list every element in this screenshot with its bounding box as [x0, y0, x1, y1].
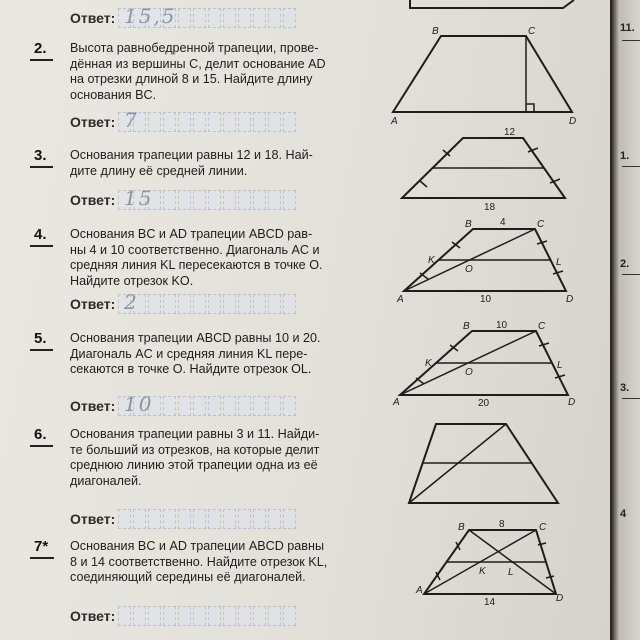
vertex-label: B [432, 26, 439, 37]
vertex-label: A [393, 397, 400, 408]
figure-trapezoid-diagonal [392, 320, 575, 409]
vertex-label: L [557, 360, 563, 371]
vertex-label: B [465, 219, 472, 230]
handwritten-answer: 10 [124, 392, 154, 416]
base-length-label: 14 [484, 597, 496, 608]
vertex-label: L [556, 257, 562, 268]
base-length-label: 12 [504, 127, 516, 138]
problem-line: среднюю линию этой трапеции одна из её [70, 458, 318, 472]
base-length-label: 20 [478, 398, 490, 409]
vertex-label: O [465, 367, 473, 378]
vertex-label: D [556, 593, 564, 604]
base-length-label: 4 [500, 217, 506, 228]
vertex-label: C [537, 219, 545, 230]
vertex-label: A [416, 585, 423, 596]
vertex-label: O [465, 264, 473, 275]
problem-line: те больший из отрезков, на которые делит [70, 442, 320, 457]
margin-underline [622, 274, 640, 275]
margin-underline [622, 166, 640, 167]
handwritten-answer: 2 [124, 290, 139, 314]
problem-line: средняя линия KL пересекаются в точке O. [70, 258, 323, 272]
answer-label: Ответ: [70, 10, 116, 26]
vertex-label: K [425, 358, 432, 369]
problem-line: Основания трапеции ABCD равны 10 и 20. [70, 331, 321, 345]
problem-line: 8 и 14 соответственно. Найдите отрезок KL, [70, 554, 328, 569]
problem-line: Основания трапеции равны 12 и 18. Най- [70, 148, 313, 162]
vertex-label: B [458, 522, 465, 533]
problem-line: соединяющий середины её диагоналей. [70, 570, 306, 584]
vertex-label: K [428, 255, 435, 266]
answer-label: Ответ: [70, 608, 116, 624]
problem-line: Высота равнобедренной трапеции, прове- [70, 41, 319, 55]
answer-label: Ответ: [70, 192, 116, 208]
problem-number: 2. [34, 40, 47, 57]
problem-line: Диагональ AC и средняя линия KL пере- [70, 346, 308, 361]
base-length-label: 10 [496, 320, 508, 331]
answer-label: Ответ: [70, 114, 116, 130]
answer-label: Ответ: [70, 296, 116, 312]
margin-number: 2. [620, 258, 630, 270]
margin-number: 4 [620, 508, 627, 520]
vertex-label: D [566, 294, 574, 305]
vertex-label: C [539, 522, 547, 533]
problem-line: на отрезки длиной 8 и 15. Найдите длину [70, 72, 313, 86]
handwritten-answer: 15,5 [124, 4, 177, 28]
problem-line: Основания трапеции равны 3 и 11. Найди- [70, 427, 320, 441]
problem-line: секаются в точке O. Найдите отрезок OL. [70, 362, 312, 376]
problem-number: 5. [34, 330, 47, 347]
handwritten-answer: 7 [124, 108, 139, 132]
handwritten-answer: 15 [124, 186, 154, 210]
margin-underline [622, 40, 640, 41]
problem-line: ны 4 и 10 соответственно. Диагональ AC и [70, 242, 320, 257]
figure-trapezoid-diagonal [396, 217, 573, 305]
problem-number: 6. [34, 426, 47, 443]
problem-number: 7* [34, 538, 49, 555]
base-length-label: 10 [480, 294, 492, 305]
problem-line: диагоналей. [70, 473, 142, 488]
adjacent-page-edge [612, 0, 640, 640]
vertex-label: D [569, 116, 577, 127]
problem-line: Найдите отрезок KO. [70, 273, 194, 288]
problem-line: дённая из вершины C, делит основание AD [70, 56, 326, 71]
problem-line: дите длину её средней линии. [70, 163, 248, 178]
margin-number: 11. [620, 22, 635, 34]
figure-isosceles-trapezoid [390, 26, 576, 127]
vertex-label: D [568, 397, 576, 408]
vertex-label: A [391, 116, 398, 127]
vertex-label: L [508, 567, 514, 578]
margin-underline [622, 398, 640, 399]
figure-trapezoid-midline-diagonal [409, 424, 558, 503]
problem-line: основания BC. [70, 87, 157, 102]
figure-trapezoid-diagonal-midpoints [415, 519, 563, 608]
vertex-label: C [538, 321, 546, 332]
base-length-label: 8 [499, 519, 505, 530]
vertex-label: A [397, 294, 404, 305]
problem-number: 4. [34, 226, 47, 243]
vertex-label: B [463, 321, 470, 332]
problem-line: Основания BC и AD трапеции ABCD равны [70, 539, 325, 553]
margin-number: 1. [620, 150, 630, 162]
vertex-label: C [528, 26, 536, 37]
figure-trapezoid-midline [402, 127, 565, 213]
answer-label: Ответ: [70, 398, 116, 414]
partial-trapezoid-figure [410, 0, 574, 8]
problem-number: 3. [34, 147, 47, 164]
margin-number: 3. [620, 382, 630, 394]
answer-label: Ответ: [70, 511, 116, 527]
vertex-label: K [479, 566, 486, 577]
problem-line: Основания BC и AD трапеции ABCD рав- [70, 227, 313, 241]
base-length-label: 18 [484, 202, 496, 213]
